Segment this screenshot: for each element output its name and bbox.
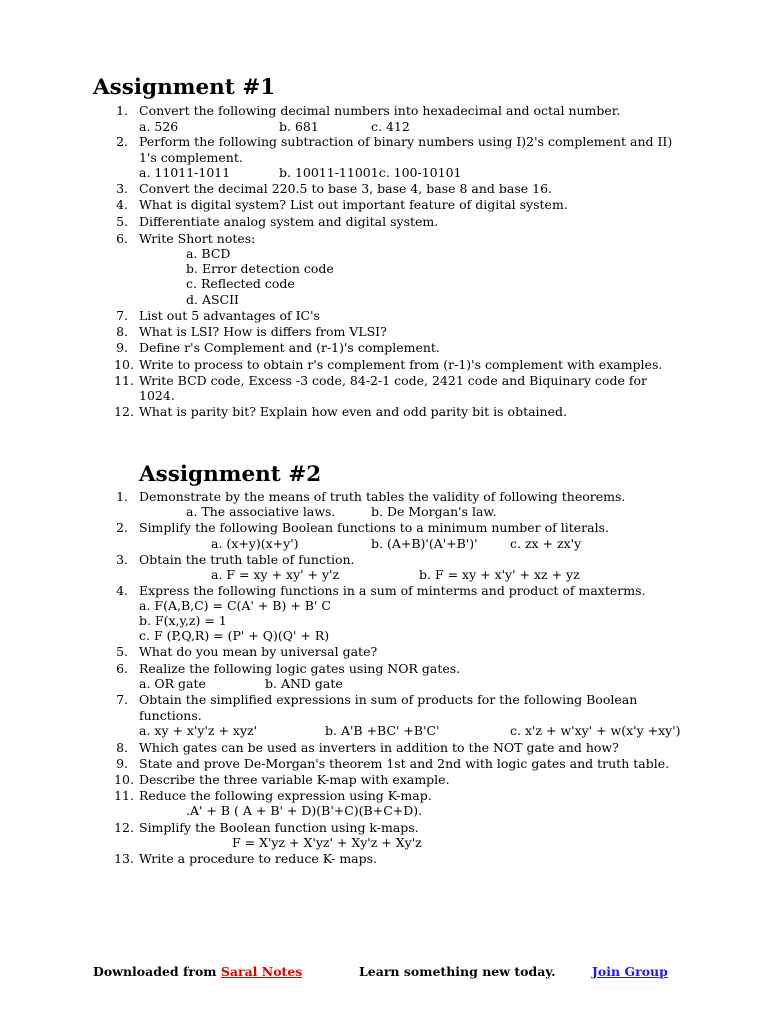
a1-item-6-option-a: a. BCD — [186, 246, 231, 261]
a2-item-8-number: 8. — [116, 740, 128, 755]
a1-item-6-number: 6. — [116, 231, 128, 246]
a2-item-7-option-c: c. x'z + w'xy' + w(x'y +xy') — [510, 723, 681, 738]
a2-item-12-expression: F = X'yz + X'yz' + Xy'z + Xy'z — [232, 835, 422, 850]
a2-item-10-number: 10. — [114, 772, 134, 787]
a2-item-11-expression: .A' + B ( A + B' + D)(B'+C)(B+C+D). — [186, 803, 423, 818]
a2-item-6-text: Realize the following logic gates using NOR gates. — [139, 661, 461, 676]
a2-item-4-option-b: b. F(x,y,z) = 1 — [139, 613, 227, 628]
a1-item-6-option-b: b. Error detection code — [186, 261, 334, 276]
a2-item-6-number: 6. — [116, 661, 128, 676]
a1-item-9-text: Define r's Complement and (r-1)'s complement. — [139, 340, 440, 355]
a1-item-1-number: 1. — [116, 103, 128, 118]
saral-notes-link[interactable]: Saral Notes — [220, 964, 303, 979]
a2-item-13-text: Write a procedure to reduce K- maps. — [139, 851, 378, 866]
a2-item-2-text: Simplify the following Boolean functions to a minimum number of literals. — [139, 520, 609, 535]
assignment-2-title: Assignment #2 — [139, 462, 322, 487]
a2-item-4-number: 4. — [116, 583, 128, 598]
a1-item-5-text: Differentiate analog system and digital system. — [139, 214, 439, 229]
a1-item-10-number: 10. — [114, 357, 134, 372]
a2-item-3-option-b: b. F = xy + x'y' + xz + yz — [419, 567, 580, 582]
a2-item-4-option-c: c. F (P,Q,R) = (P' + Q)(Q' + R) — [139, 628, 330, 643]
a2-item-8-text: Which gates can be used as inverters in addition to the NOT gate and how? — [139, 740, 619, 755]
a1-item-7-text: List out 5 advantages of IC's — [139, 308, 320, 323]
a2-item-11-text: Reduce the following expression using K-map. — [139, 788, 432, 803]
a1-item-6-option-c: c. Reflected code — [186, 276, 295, 291]
a2-item-9-number: 9. — [116, 756, 128, 771]
a2-item-2-option-b: b. (A+B)'(A'+B')' — [371, 536, 478, 551]
a1-item-11-text-cont: 1024. — [139, 388, 175, 403]
a2-item-12-text: Simplify the Boolean function using k-maps. — [139, 820, 419, 835]
a1-item-1-option-b: b. 681 — [279, 119, 319, 134]
footer-tagline: Learn something new today. — [359, 964, 556, 979]
a2-item-12-number: 12. — [114, 820, 134, 835]
a2-item-4-option-a: a. F(A,B,C) = C(A' + B) + B' C — [139, 598, 331, 613]
a2-item-10-text: Describe the three variable K-map with example. — [139, 772, 450, 787]
a2-item-3-text: Obtain the truth table of function. — [139, 552, 355, 567]
a2-item-6-option-a: a. OR gate — [139, 676, 206, 691]
a1-item-2-text-cont: 1's complement. — [139, 150, 243, 165]
a1-item-6-option-d: d. ASCII — [186, 292, 239, 307]
a2-item-9-text: State and prove De-Morgan's theorem 1st and 2nd with logic gates and truth table. — [139, 756, 670, 771]
a1-item-7-number: 7. — [116, 308, 128, 323]
a2-item-3-option-a: a. F = xy + xy' + y'z — [211, 567, 340, 582]
a2-item-1-text: Demonstrate by the means of truth tables the validity of following theorems. — [139, 489, 626, 504]
a1-item-9-number: 9. — [116, 340, 128, 355]
a2-item-13-number: 13. — [114, 851, 134, 866]
a2-item-5-number: 5. — [116, 644, 128, 659]
a2-item-2-option-a: a. (x+y)(x+y') — [211, 536, 299, 551]
a2-item-2-option-c: c. zx + zx'y — [510, 536, 582, 551]
a1-item-6-text: Write Short notes: — [139, 231, 256, 246]
a1-item-2-option-a: a. 11011-1011 — [139, 165, 231, 180]
a1-item-11-number: 11. — [114, 373, 134, 388]
a2-item-1-number: 1. — [116, 489, 128, 504]
footer-downloaded-from — [93, 964, 302, 979]
a1-item-4-text: What is digital system? List out important feature of digital system. — [139, 197, 568, 212]
a1-item-1-option-c: c. 412 — [371, 119, 410, 134]
assignment-1-title: Assignment #1 — [93, 75, 276, 100]
a1-item-5-number: 5. — [116, 214, 128, 229]
a1-item-2-option-bc: b. 10011-11001c. 100-10101 — [279, 165, 462, 180]
a1-item-2-number: 2. — [116, 134, 128, 149]
a2-item-7-option-b: b. A'B +BC' +B'C' — [325, 723, 440, 738]
a2-item-7-number: 7. — [116, 692, 128, 707]
a2-item-7-text-cont: functions. — [139, 708, 202, 723]
a1-item-3-number: 3. — [116, 181, 128, 196]
a1-item-4-number: 4. — [116, 197, 128, 212]
a2-item-11-number: 11. — [114, 788, 134, 803]
a1-item-10-text: Write to process to obtain r's complement from (r-1)'s complement with examples. — [139, 357, 663, 372]
a1-item-1-text: Convert the following decimal numbers into hexadecimal and octal number. — [139, 103, 621, 118]
a1-item-12-number: 12. — [114, 404, 134, 419]
a1-item-1-option-a: a. 526 — [139, 119, 179, 134]
a1-item-11-text: Write BCD code, Excess -3 code, 84-2-1 code, 2421 code and Biquinary code for — [139, 373, 647, 388]
a2-item-2-number: 2. — [116, 520, 128, 535]
a1-item-8-text: What is LSI? How is differs from VLSI? — [139, 324, 387, 339]
join-group-link[interactable]: Join Group — [592, 964, 668, 979]
a1-item-3-text: Convert the decimal 220.5 to base 3, base 4, base 8 and base 16. — [139, 181, 553, 196]
a2-item-6-option-b: b. AND gate — [265, 676, 343, 691]
a1-item-2-text: Perform the following subtraction of binary numbers using I)2's complement and II) — [139, 134, 673, 149]
footer-downloaded-prefix: Downloaded from — [93, 964, 221, 979]
a1-item-8-number: 8. — [116, 324, 128, 339]
a2-item-7-text: Obtain the simplified expressions in sum of products for the following Boolean — [139, 692, 638, 707]
a2-item-1-option-b: b. De Morgan's law. — [371, 504, 497, 519]
a1-item-12-text: What is parity bit? Explain how even and odd parity bit is obtained. — [139, 404, 567, 419]
a2-item-5-text: What do you mean by universal gate? — [139, 644, 378, 659]
a2-item-4-text: Express the following functions in a sum of minterms and product of maxterms. — [139, 583, 646, 598]
a2-item-3-number: 3. — [116, 552, 128, 567]
a2-item-7-option-a: a. xy + x'y'z + xyz' — [139, 723, 258, 738]
a2-item-1-option-a: a. The associative laws. — [186, 504, 336, 519]
